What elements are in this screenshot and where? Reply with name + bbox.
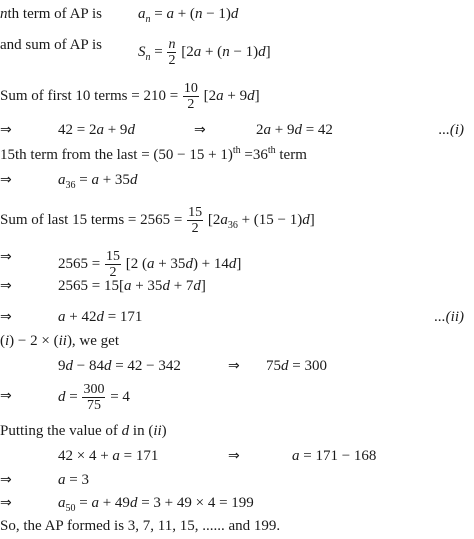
eq2-line: ⇒ a + 42d = 171 ...(ii) bbox=[0, 309, 464, 325]
solution-page: nth term of AP is $a_n = a + (n - 1)d$ and sum of AP is $S_n$ = $\frac{n}{2}$ [2a + (n − 1)d] Sum of first 10 terms = 210 = $\frac{10}{2}$ [2a + 9d] ⇒ 42 = 2a + 9d ⇒ 2a + 9d = 42 ...(i) 15th term from the last = $(50 - 15 + 1)^{th} =36th$ term ⇒ $a_{36} = a + 35d$ Sum of last 15 terms = 2565 = $\frac{15}{2}$ $[2a_{36} + (15 - 1)d]$ ⇒ 2565 = $\frac{15}{2}$ [2 (a + 35d) + 14d] ⇒ 2565 = 15[a + 35d + 7d] ⇒ a + 42d = 171 ...(ii) (i) − 2 × (ii), we get 9d − 84d = 42 − 342 ⇒ 75d = 300 ⇒ d = $\frac{300}{75}$ = 4 Putting the value of d in (ii) 42 × 4 + a = 171 ⇒ a = 171 − 168 ⇒ a = 3 ⇒ $a_{50} = a + 49d = 3 + 49 \times 4 = 199$ So, the AP formed is 3, 7, 11, 15, ...... and 199. bbox=[0, 0, 474, 539]
sum-ap-formula: $S_n$ = $\frac{n}{2}$ [2a + (n − 1)d] bbox=[138, 37, 271, 68]
eq1-line: ⇒ 42 = 2a + 9d ⇒ 2a + 9d = 42 ...(i) bbox=[0, 122, 464, 138]
n-italic: n bbox=[0, 6, 8, 22]
conclusion-line: So, the AP formed is 3, 7, 11, 15, ...... and 199. bbox=[0, 518, 281, 534]
eq-tag-i: ...(i) bbox=[438, 122, 464, 138]
a36-line: ⇒ $a_{36} = a + 35d$ bbox=[0, 172, 138, 191]
sum-last-15-line: Sum of last 15 terms = 2565 = $\frac{15}{2}$ $[2a_{36} + (15 - 1)d]$ bbox=[0, 205, 315, 236]
a-value-line: ⇒ a = 3 bbox=[0, 472, 89, 488]
implies-arrow: ⇒ bbox=[0, 122, 12, 138]
implies-arrow: ⇒ bbox=[228, 358, 240, 374]
nth-term-formula: $a_n = a + (n - 1)d$ bbox=[138, 6, 239, 25]
putting-line: Putting the value of d in (ii) bbox=[0, 423, 167, 439]
eq-tag-ii: ...(ii) bbox=[434, 309, 464, 325]
implies-arrow: ⇒ bbox=[0, 278, 12, 294]
a50-line: ⇒ $a_{50} = a + 49d = 3 + 49 \times 4 = 199$ bbox=[0, 495, 254, 514]
sum-first-10-line: Sum of first 10 terms = 210 = $\frac{10}{2}$ [2a + 9d] bbox=[0, 81, 260, 112]
step-line-8: ⇒ 2565 = $\frac{15}{2}$ [2 (a + 35d) + 14d] bbox=[0, 249, 242, 280]
implies-arrow: ⇒ bbox=[0, 309, 12, 325]
nth-term-label: th term of AP is bbox=[7, 6, 102, 22]
nth-term-line bbox=[0, 6, 239, 25]
implies-arrow: ⇒ bbox=[194, 122, 206, 138]
implies-arrow: ⇒ bbox=[0, 472, 12, 488]
step-line-9: ⇒ 2565 = 15[a + 35d + 7d] bbox=[0, 278, 206, 294]
subtract-line: (i) − 2 × (ii), we get bbox=[0, 333, 119, 349]
implies-arrow: ⇒ bbox=[0, 495, 12, 511]
sum-ap-line bbox=[0, 37, 271, 68]
sum-ap-label: and sum of AP is bbox=[0, 37, 102, 53]
implies-arrow: ⇒ bbox=[228, 448, 240, 464]
implies-arrow: ⇒ bbox=[0, 172, 12, 188]
sum-first-10-label: Sum of first 10 terms = 210 = bbox=[0, 87, 179, 104]
implies-arrow: ⇒ bbox=[0, 249, 12, 265]
d-value-line: ⇒ d = $\frac{300}{75}$ = 4 bbox=[0, 382, 130, 413]
15th-term-line: 15th term from the last = $(50 - 15 + 1)^{th} =36th$ term bbox=[0, 145, 307, 163]
implies-arrow: ⇒ bbox=[0, 388, 12, 404]
